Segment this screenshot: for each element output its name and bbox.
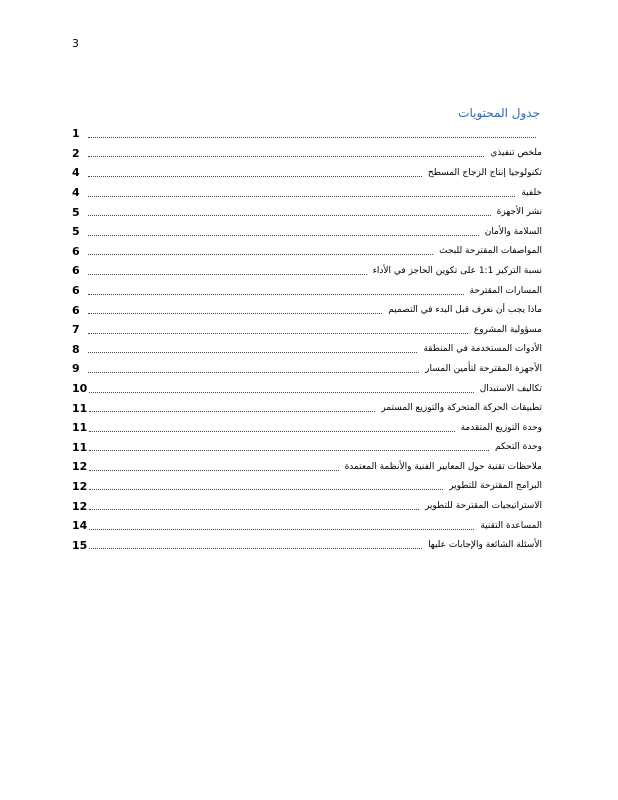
toc-entry[interactable] — [72, 516, 542, 536]
dot-leader — [88, 234, 479, 236]
dot-leader — [89, 410, 375, 412]
toc-entry-title: نسبة التركيز 1:1 على تكوين الحاجز في الأداء — [369, 266, 542, 276]
dot-leader — [89, 528, 474, 530]
dot-leader — [89, 469, 338, 471]
dot-leader — [88, 371, 419, 373]
dot-leader — [88, 273, 367, 275]
dot-leader — [88, 312, 382, 314]
toc-entry-page: 9 — [72, 362, 80, 376]
toc-entry-page: 11 — [72, 440, 88, 454]
toc-entry[interactable] — [72, 438, 542, 458]
dot-leader — [89, 488, 443, 490]
toc-entry[interactable] — [72, 242, 542, 262]
dot-leader — [88, 351, 417, 353]
dot-leader — [89, 391, 473, 393]
toc-entry-page: 11 — [72, 401, 88, 415]
toc-entry-title: نشر الأجهزة — [493, 207, 542, 217]
toc-entry[interactable] — [72, 300, 542, 320]
toc-entry-title: المسارات المقترحة — [466, 286, 542, 296]
toc-entry[interactable] — [72, 535, 542, 555]
dot-leader — [88, 136, 536, 138]
toc-entry-page: 6 — [72, 303, 80, 317]
toc-entry[interactable] — [72, 477, 542, 497]
toc-entry-title: تكنولوجيا إنتاج الزجاج المسطح — [424, 168, 542, 178]
toc-entry-title: مسؤولية المشروع — [470, 325, 542, 335]
toc-entry[interactable] — [72, 281, 542, 301]
table-of-contents — [72, 124, 542, 555]
toc-entry[interactable] — [72, 222, 542, 242]
dot-leader — [88, 214, 491, 216]
toc-entry-page: 6 — [72, 284, 80, 298]
toc-entry-title: المساعدة التقنية — [476, 521, 542, 531]
toc-entry-page: 12 — [72, 499, 88, 513]
toc-entry-title: ماذا يجب أن نعرف قبل البدء في التصميم — [384, 305, 542, 315]
toc-entry[interactable] — [72, 124, 542, 144]
toc-entry-title: الاستراتيجيات المقترحة للتطوير — [421, 501, 542, 511]
toc-entry[interactable] — [72, 261, 542, 281]
toc-entry-title: تطبيقات الحركة المتحركة والتوزيع المستمر — [377, 403, 542, 413]
toc-entry-page: 5 — [72, 205, 80, 219]
toc-entry-page: 11 — [72, 421, 88, 435]
dot-leader — [89, 430, 454, 432]
dot-leader — [88, 253, 433, 255]
toc-entry[interactable] — [72, 496, 542, 516]
toc-entry-page: 12 — [72, 460, 88, 474]
toc-entry-title: الأسئلة الشائعة والإجابات عليها — [424, 540, 542, 550]
page-number: 3 — [72, 37, 79, 50]
toc-entry-title: تكاليف الاستبدال — [476, 384, 542, 394]
toc-entry-page: 6 — [72, 244, 80, 258]
toc-entry-title: وحدة التوزيع المتقدمة — [457, 423, 542, 433]
toc-entry-page: 4 — [72, 166, 80, 180]
toc-entry[interactable] — [72, 320, 542, 340]
dot-leader — [88, 155, 484, 157]
toc-entry-title: ملاحظات تقنية حول المعايير الفنية والأنظمة المعتمدة — [341, 462, 542, 472]
toc-entry-title: البرامج المقترحة للتطوير — [445, 481, 542, 491]
toc-entry-title: السلامة والأمان — [481, 227, 542, 237]
toc-entry-page: 6 — [72, 264, 80, 278]
toc-entry-page: 1 — [72, 127, 80, 141]
dot-leader — [89, 508, 419, 510]
toc-entry-title: المواصفات المقترحة للبحث — [435, 246, 542, 256]
toc-entry-page: 14 — [72, 519, 88, 533]
dot-leader — [89, 547, 422, 549]
dot-leader — [89, 449, 489, 451]
toc-entry[interactable] — [72, 163, 542, 183]
toc-heading: جدول المحتويات — [458, 106, 540, 120]
toc-entry-page: 4 — [72, 186, 80, 200]
toc-entry-title: الأجهزة المقترحة لتأمين المسار — [421, 364, 542, 374]
dot-leader — [88, 332, 468, 334]
toc-entry[interactable] — [72, 202, 542, 222]
toc-entry-page: 5 — [72, 225, 80, 239]
toc-entry-page: 7 — [72, 323, 80, 337]
toc-entry[interactable] — [72, 359, 542, 379]
toc-entry[interactable] — [72, 144, 542, 164]
toc-entry-page: 2 — [72, 146, 80, 160]
dot-leader — [88, 293, 464, 295]
toc-entry[interactable] — [72, 340, 542, 360]
toc-entry[interactable] — [72, 183, 542, 203]
toc-entry[interactable] — [72, 379, 542, 399]
toc-entry[interactable] — [72, 418, 542, 438]
toc-entry-title: وحدة التحكم — [491, 442, 542, 452]
dot-leader — [88, 195, 515, 197]
toc-entry[interactable] — [72, 457, 542, 477]
toc-entry-page: 10 — [72, 382, 88, 396]
toc-entry-page: 12 — [72, 479, 88, 493]
toc-entry[interactable] — [72, 398, 542, 418]
toc-entry-page: 15 — [72, 538, 88, 552]
toc-entry-title: خلفية — [517, 188, 542, 198]
dot-leader — [88, 175, 422, 177]
toc-entry-title: الأدوات المستخدمة في المنطقة — [419, 344, 542, 354]
toc-entry-title: ملخص تنفيذي — [486, 148, 542, 158]
toc-entry-page: 8 — [72, 342, 80, 356]
